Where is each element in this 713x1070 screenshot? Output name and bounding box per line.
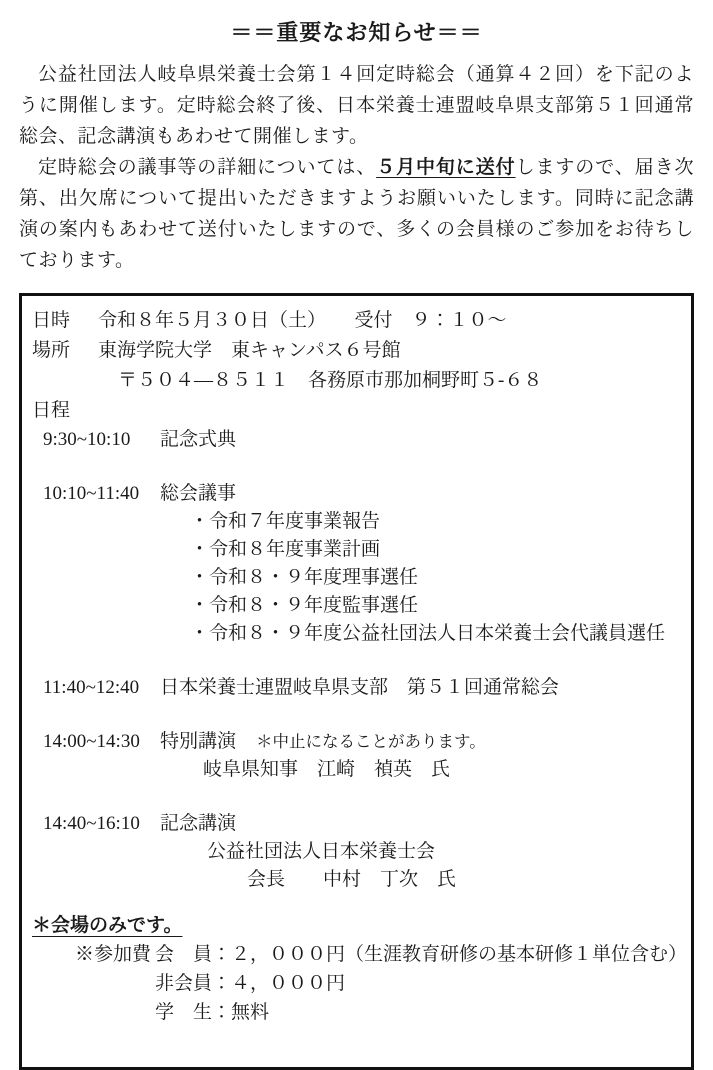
place-value: 東海学院大学 東キャンパス６号館 (98, 340, 401, 361)
place-row (32, 336, 681, 366)
schedule-title: 特別講演 (160, 731, 237, 752)
agenda-item: ・令和８・９年度監事選任 (190, 595, 419, 616)
datetime-label: 日時 (32, 310, 71, 331)
place-label: 場所 (32, 340, 71, 361)
fee-row-member (32, 940, 688, 969)
intro-paragraph-2 (19, 152, 694, 276)
agenda-item: ・令和８・９年度公益社団法人日本栄養士会代議員選任 (190, 623, 666, 644)
fee-label: ※参加費 (75, 944, 152, 965)
event-details-box (19, 293, 694, 1070)
schedule-row-special-lecture (43, 728, 681, 756)
agenda-item: ・令和７年度事業報告 (190, 511, 381, 532)
fee-member-value: 会 員：２，０００円（生涯教育研修の基本研修１単位含む） (155, 944, 688, 965)
schedule-row-general-meeting (43, 480, 681, 508)
paragraph2-text-after: しますので、届き次第、出欠席について提出いただきますようお願いいたします。同時に記念講演の案内もあわせて送付いたしますので、多くの会員様のご参加をお待ちしております。 (19, 157, 694, 271)
fee-row-nonmember: 非会員：４，０００円 (155, 973, 346, 994)
venue-address: 〒５０４―８５１１ 各務原市那加桐野町５-６８ (118, 370, 543, 391)
schedule-row-federation-meeting (43, 674, 681, 702)
intro-paragraph-1: 公益社団法人岐阜県栄養士会第１４回定時総会（通算４２回）を下記のように開催します。定時総会終了後、日本栄養士連盟岐阜県支部第５１回通常総会、記念講演もあわせて開催します。 (19, 64, 694, 147)
schedule-title: 日本栄養士連盟岐阜県支部 第５１回通常総会 (160, 677, 560, 698)
special-lecture-speaker: 岐阜県知事 江崎 禎英 氏 (203, 759, 451, 780)
fee-row-student: 学 生：無料 (155, 1002, 270, 1023)
schedule-time: 10:10~11:40 (43, 483, 140, 504)
memorial-lecture-speaker: 会長 中村 丁次 氏 (247, 869, 457, 890)
schedule-time: 11:40~12:40 (43, 677, 140, 698)
schedule-time: 14:40~16:10 (43, 813, 140, 834)
schedule-title: 記念式典 (160, 429, 237, 450)
paragraph2-text-before: 定時総会の議事等の詳細については、 (38, 157, 377, 178)
memorial-lecture-organization: 公益社団法人日本栄養士会 (207, 841, 436, 862)
schedule-label: 日程 (32, 400, 71, 421)
schedule-time: 9:30~10:10 (43, 429, 131, 450)
agenda-item: ・令和８年度事業計画 (190, 539, 381, 560)
venue-only-note: ＊会場のみです。 (32, 915, 183, 936)
cancellation-note: ＊中止になることがあります。 (256, 732, 486, 751)
datetime-row (32, 306, 681, 336)
schedule-row-memorial-lecture (43, 810, 681, 838)
mailing-date-emphasis: ５月中旬に送付 (376, 157, 516, 178)
schedule-row-ceremony (43, 426, 681, 454)
agenda-item: ・令和８・９年度理事選任 (190, 567, 419, 588)
schedule-title: 総会議事 (160, 483, 237, 504)
schedule-time: 14:00~14:30 (43, 731, 140, 752)
datetime-value: 令和８年５月３０日（土） 受付 ９：１０～ (98, 310, 507, 331)
schedule-title: 記念講演 (160, 813, 237, 834)
page-title: ＝＝重要なお知らせ＝＝ (230, 20, 483, 45)
